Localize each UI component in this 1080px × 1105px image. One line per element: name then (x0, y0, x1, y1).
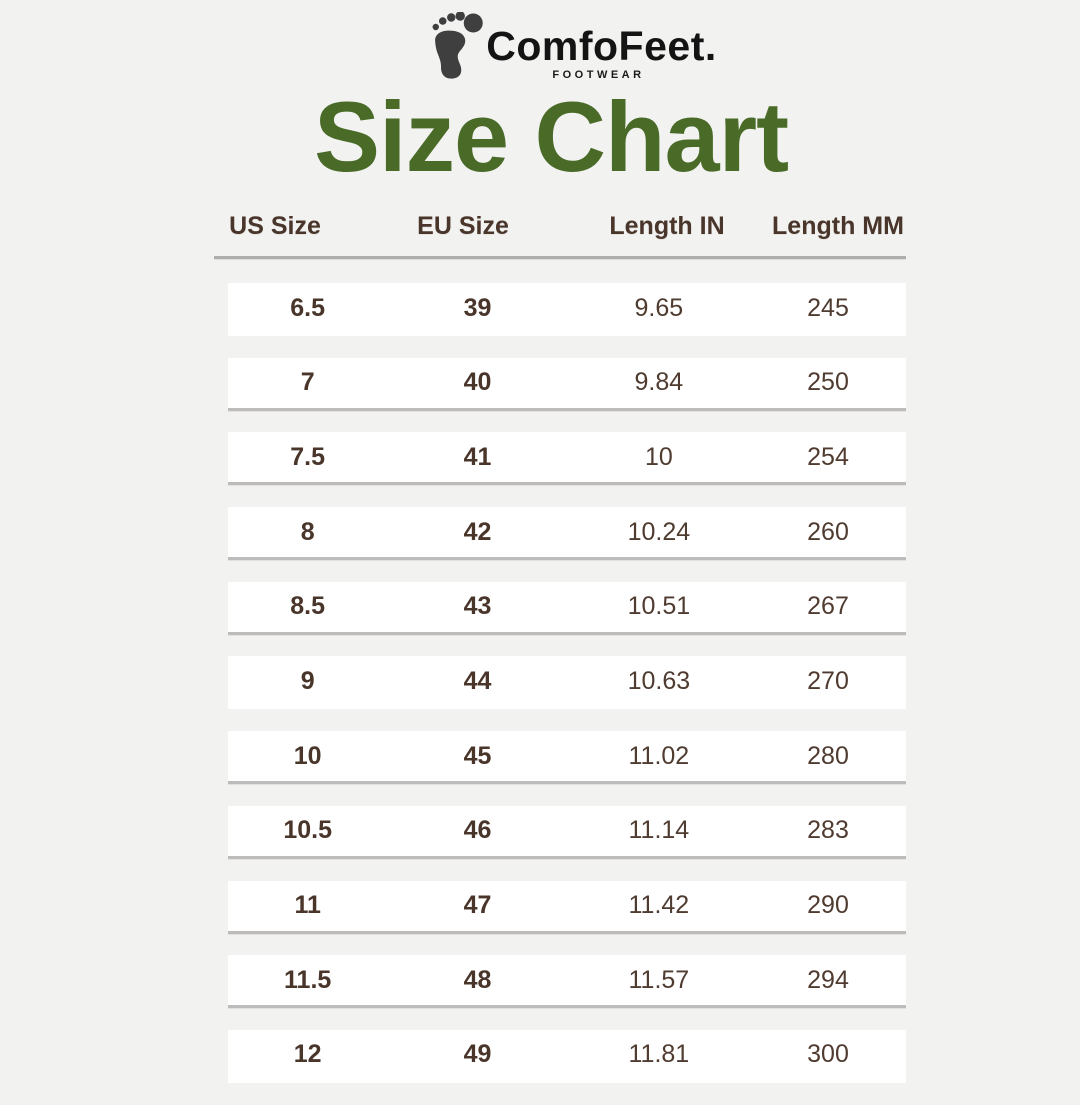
table-row (228, 358, 906, 411)
cell-length-in: 11.02 (628, 741, 690, 770)
cell-us-size: 8.5 (290, 592, 326, 621)
cell-length-in: 10.24 (627, 517, 691, 546)
column-header-length-in: Length IN (609, 212, 725, 240)
cell-eu-size: 39 (463, 293, 492, 322)
cell-us-size: 11 (294, 891, 321, 919)
brand-text-block (486, 8, 717, 81)
cell-length-in: 10 (644, 442, 673, 471)
brand-tagline: FOOTWEAR (552, 69, 645, 81)
brand-name: ComfoFeet. (486, 23, 717, 69)
cell-length-in: 9.65 (634, 293, 684, 322)
table-row (228, 432, 906, 485)
header-divider-line (214, 256, 906, 259)
cell-length-in: 10.63 (627, 666, 691, 695)
cell-length-mm: 254 (807, 442, 849, 471)
column-header-us-size: US Size (229, 212, 321, 240)
cell-length-mm: 267 (807, 592, 849, 621)
cell-length-in: 11.57 (628, 965, 690, 994)
table-row (228, 507, 906, 560)
cell-eu-size: 49 (463, 1040, 492, 1069)
cell-eu-size: 47 (463, 891, 492, 919)
cell-eu-size: 42 (463, 517, 492, 546)
cell-us-size: 12 (293, 1040, 322, 1069)
cell-eu-size: 45 (463, 741, 492, 770)
cell-length-mm: 260 (807, 517, 849, 546)
cell-us-size: 10.5 (283, 816, 332, 845)
cell-eu-size: 40 (463, 368, 492, 397)
table-row (228, 1030, 906, 1083)
cell-length-mm: 280 (807, 741, 849, 770)
footprint-icon (431, 12, 483, 82)
cell-us-size: 11.5 (284, 965, 332, 994)
cell-length-in: 11.14 (628, 816, 690, 845)
size-chart-table (214, 212, 906, 1105)
cell-length-in: 11.81 (628, 1040, 690, 1069)
cell-us-size: 9 (300, 666, 315, 695)
column-header-length-mm: Length MM (772, 212, 904, 240)
table-row (228, 731, 906, 784)
cell-eu-size: 41 (463, 442, 492, 471)
cell-us-size: 6.5 (290, 293, 326, 322)
cell-eu-size: 43 (463, 592, 492, 621)
table-row (228, 806, 906, 859)
cell-length-mm: 283 (807, 816, 849, 845)
table-body (228, 283, 906, 1083)
cell-length-in: 9.84 (634, 368, 684, 397)
table-row (228, 881, 906, 934)
cell-eu-size: 46 (463, 816, 492, 845)
table-row (228, 656, 906, 709)
cell-length-mm: 245 (807, 293, 849, 322)
table-header-row (214, 212, 906, 244)
column-header-eu-size: EU Size (417, 212, 509, 240)
cell-length-mm: 270 (807, 666, 849, 695)
cell-us-size: 10 (293, 741, 322, 770)
cell-us-size: 7 (300, 368, 315, 397)
cell-eu-size: 48 (463, 965, 492, 994)
table-row (228, 582, 906, 635)
cell-length-mm: 290 (807, 891, 849, 919)
table-row (228, 283, 906, 336)
cell-length-mm: 300 (807, 1040, 849, 1069)
cell-length-mm: 294 (807, 965, 849, 994)
table-row (228, 955, 906, 1008)
cell-us-size: 7.5 (290, 442, 326, 471)
cell-eu-size: 44 (463, 666, 492, 695)
cell-length-in: 11.42 (628, 891, 690, 919)
cell-length-in: 10.51 (627, 592, 691, 621)
brand-logo (431, 8, 717, 82)
cell-length-mm: 250 (807, 368, 849, 397)
page-title: Size Chart (313, 81, 789, 192)
cell-us-size: 8 (300, 517, 315, 546)
